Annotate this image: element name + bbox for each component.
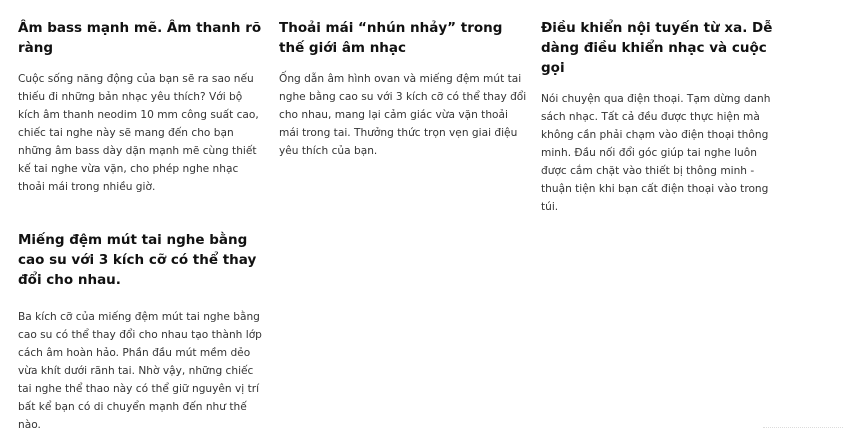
feature-title: Thoải mái “nhún nhảy” trong thế giới âm nhạc — [279, 20, 503, 56]
feature-title: Âm bass mạnh mẽ. Âm thanh rõ ràng — [18, 20, 262, 56]
feature-ear-tips — [18, 230, 266, 434]
feature-comfort — [279, 18, 527, 160]
feature-description: Nói chuyện qua điện thoại. Tạm dừng danh sách nhạc. Tất cả đều được thực hiện mà không cần phải chạm vào điện thoại thông minh. Đầu nối đổi góc giúp tai nghe luôn được cắm chặt vào thiết bị thông minh - thuận tiện khi bạn cất điện thoại vào trong túi. — [541, 93, 771, 213]
feature-remote-control — [541, 18, 785, 216]
feature-title: Miếng đệm mút tai nghe bằng cao su với 3 kích cỡ có thể thay đổi cho nhau. — [18, 232, 257, 288]
feature-bass — [18, 18, 266, 196]
feature-description: Ống dẫn âm hình ovan và miếng đệm mút tai nghe bằng cao su với 3 kích cỡ có thể thay đổi cho nhau, mang lại cảm giác vừa vặn thoải mái trong tai. Thưởng thức trọn vẹn giai điệu yêu thích của bạn. — [279, 73, 527, 157]
feature-title: Điều khiển nội tuyến từ xa. Dễ dàng điều khiển nhạc và cuộc gọi — [541, 20, 773, 76]
feature-description: Cuộc sống năng động của bạn sẽ ra sao nếu thiếu đi những bản nhạc yêu thích? Với bộ kích âm thanh neodim 10 mm công suất cao, chiếc tai nghe này sẽ mang đến cho bạn những âm bass dày dặn mạnh mẽ cùng thiết kế tai nghe vừa vặn, cho phép nghe nhạc thoải mái trong nhiều giờ. — [18, 73, 259, 193]
decorative-divider — [763, 427, 843, 434]
feature-description: Ba kích cỡ của miếng đệm mút tai nghe bằng cao su có thể thay đổi cho nhau tạo thành lớp cách âm hoàn hảo. Phần đầu mút mềm dẻo vừa khít dưới rãnh tai. Nhờ vậy, những chiếc tai nghe thể thao này có thể giữ nguyên vị trí bất kể bạn có di chuyển mạnh đến như thế nào. — [18, 311, 262, 431]
